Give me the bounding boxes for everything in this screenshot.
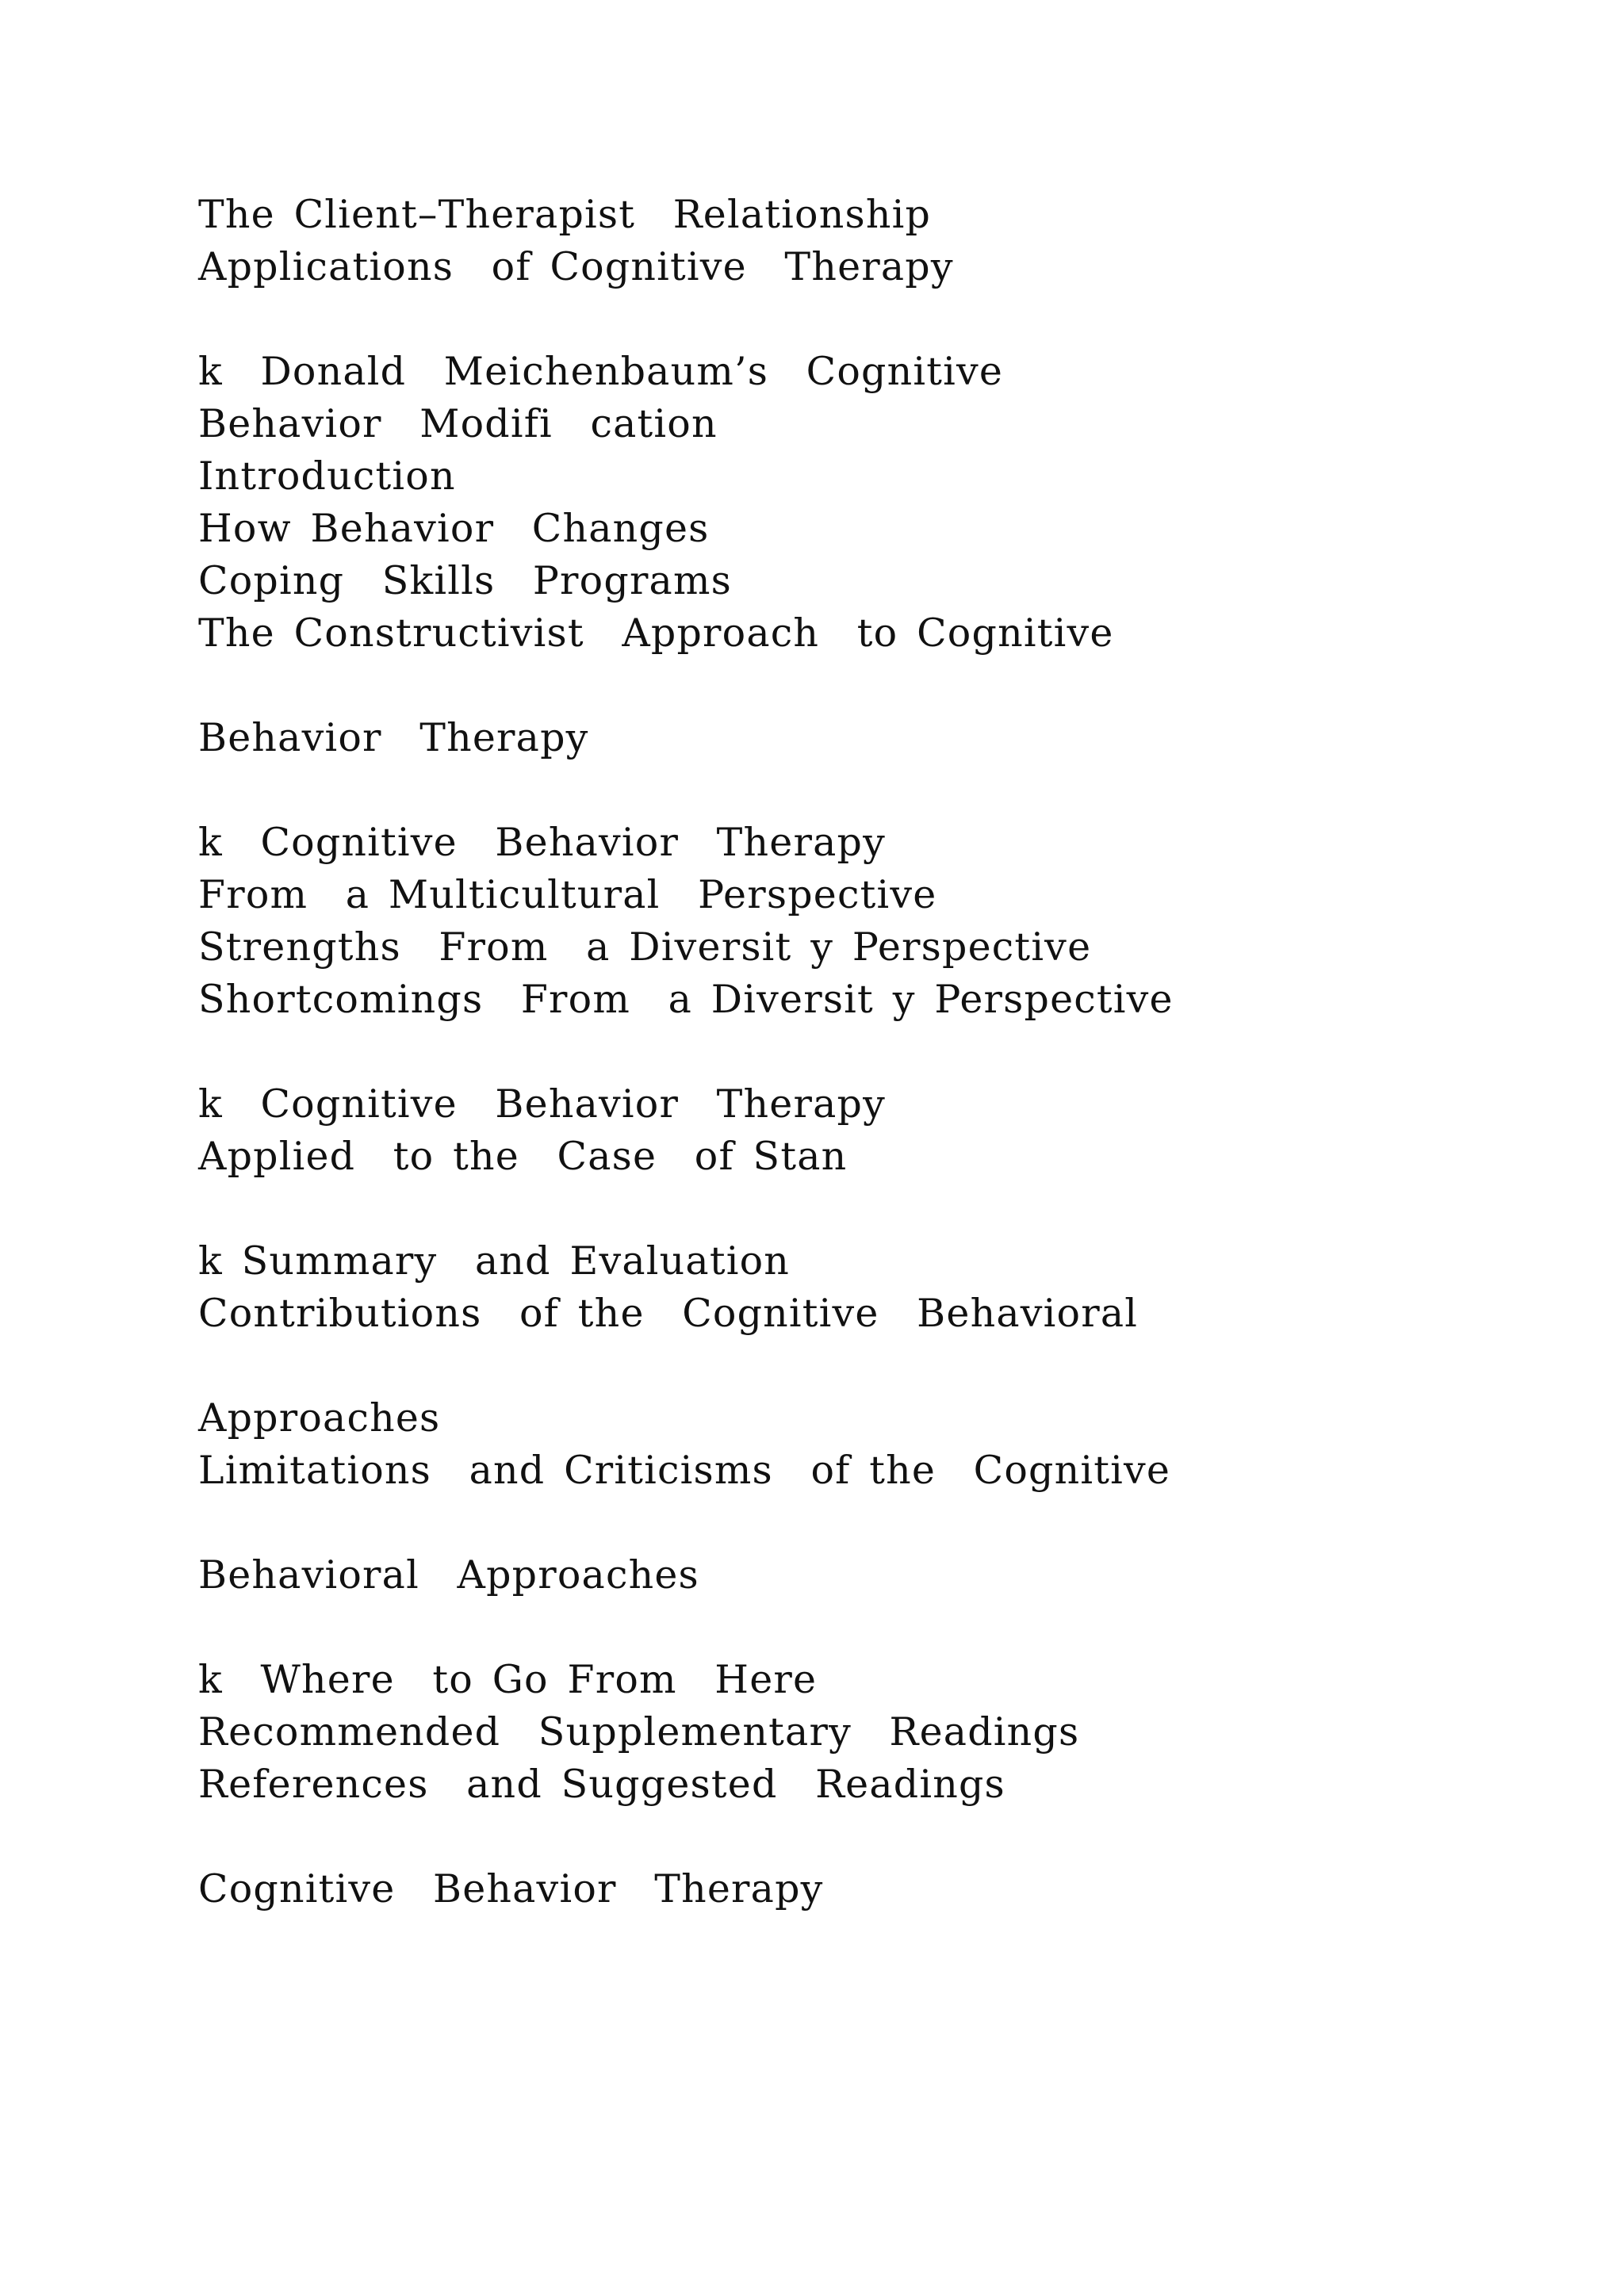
blank-line	[198, 1811, 1546, 1863]
blank-line	[198, 1026, 1546, 1078]
toc-line: Behavior Therapy	[198, 715, 589, 760]
toc-line: Behavior Modifi cation	[198, 401, 718, 446]
toc-line: Shortcomings From a Diversit y Perspective	[198, 977, 1174, 1022]
toc-line: Limitations and Criticisms of the Cognitive	[198, 1448, 1171, 1493]
toc-line: Recommended Supplementary Readings	[198, 1709, 1080, 1755]
blank-line	[198, 764, 1546, 817]
toc-line: Cognitive Behavior Therapy	[198, 1866, 824, 1911]
toc-line: The Client–Therapist Relationship	[198, 192, 932, 237]
blank-line	[198, 1340, 1546, 1392]
toc-line: k Summary and Evaluation	[198, 1238, 791, 1284]
table-of-contents-text	[198, 189, 1546, 1915]
toc-line: Strengths From a Diversit y Perspective	[198, 924, 1092, 970]
toc-line: k Donald Meichenbaum’s Cognitive	[198, 349, 1004, 394]
toc-line: Applied to the Case of Stan	[198, 1134, 848, 1179]
toc-line: References and Suggested Readings	[198, 1762, 1005, 1807]
toc-line: Introduction	[198, 453, 456, 499]
toc-line: How Behavior Changes	[198, 506, 710, 551]
blank-line	[198, 1601, 1546, 1654]
toc-line: Behavioral Approaches	[198, 1552, 699, 1598]
blank-line	[198, 293, 1546, 346]
toc-line: k Cognitive Behavior Therapy	[198, 1081, 886, 1127]
toc-line: k Where to Go From Here	[198, 1657, 818, 1702]
toc-line: From a Multicultural Perspective	[198, 872, 937, 917]
toc-line: Contributions of the Cognitive Behavioral	[198, 1291, 1139, 1336]
toc-line: k Cognitive Behavior Therapy	[198, 820, 886, 865]
toc-line: Applications of Cognitive Therapy	[198, 244, 954, 289]
toc-line: The Constructivist Approach to Cognitive	[198, 610, 1114, 656]
blank-line	[198, 1183, 1546, 1235]
toc-line: Approaches	[198, 1395, 441, 1441]
blank-line	[198, 660, 1546, 712]
blank-line	[198, 1497, 1546, 1549]
toc-line: Coping Skills Programs	[198, 558, 732, 603]
